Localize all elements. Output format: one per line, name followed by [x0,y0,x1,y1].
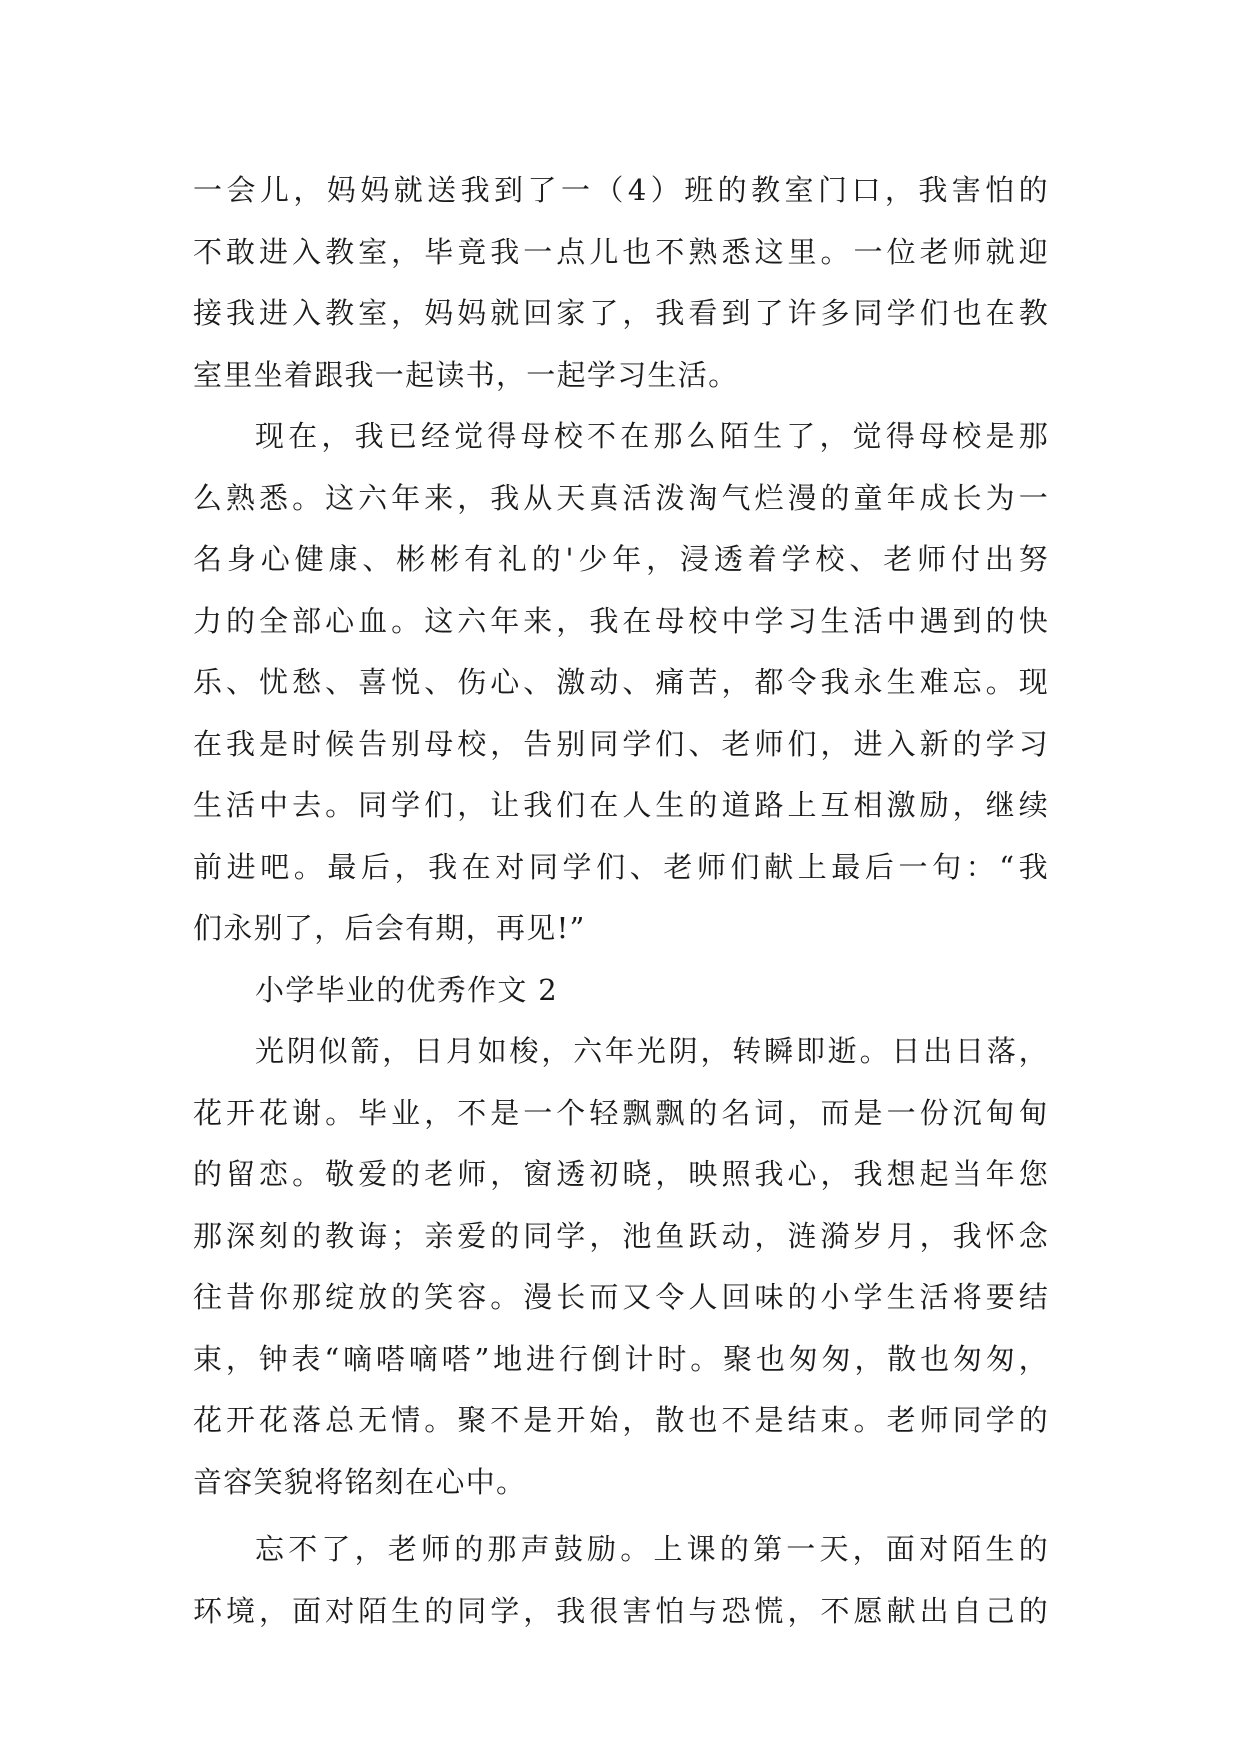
text-line: 光阴似箭，日月如梭，六年光阴，转瞬即逝。日出日落， [255,1034,1049,1068]
text-line: 往昔你那绽放的笑容。漫长而又令人回味的小学生活将要结 [193,1280,1049,1314]
text-line: 花开花谢。毕业，不是一个轻飘飘的名词，而是一份沉甸甸 [193,1095,1049,1130]
text-line: 接我进入教室，妈妈就回家了，我看到了许多同学们也在教 [193,296,1049,330]
text-line: 忘不了，老师的那声鼓励。上课的第一天，面对陌生的 [255,1532,1049,1566]
text-line: 么熟悉。这六年来，我从天真活泼淘气烂漫的童年成长为一 [193,480,1049,515]
text-line: 现在，我已经觉得母校不在那么陌生了，觉得母校是那 [255,419,1049,453]
text-line: 束，钟表“嘀嗒嘀嗒”地进行倒计时。聚也匆匆，散也匆匆， [193,1341,1049,1376]
text-line: 生活中去。同学们，让我们在人生的道路上互相激励，继续 [193,788,1049,822]
text-line: 的留恋。敬爱的老师，窗透初晓，映照我心，我想起当年您 [193,1157,1049,1191]
text-line: 音容笑貌将铭刻在心中。 [193,1464,527,1499]
text-line: 环境，面对陌生的同学，我很害怕与恐慌，不愿献出自己的 [193,1593,1049,1628]
text-line: 花开花落总无情。聚不是开始，散也不是结束。老师同学的 [193,1403,1049,1437]
text-line: 室里坐着跟我一起读书，一起学习生活。 [193,357,739,392]
text-line: 前进吧。最后，我在对同学们、老师们献上最后一句：“我 [193,849,1049,884]
essay-body [193,160,1049,1642]
section-title: 小学毕业的优秀作文 2 [255,972,558,1007]
text-line: 一会儿，妈妈就送我到了一（4）班的教室门口，我害怕的 [193,173,1049,207]
text-line: 乐、忧愁、喜悦、伤心、激动、痛苦，都令我永生难忘。现 [193,665,1049,699]
text-line: 名身心健康、彬彬有礼的'少年，浸透着学校、老师付出努 [193,542,1049,576]
text-line: 力的全部心血。这六年来，我在母校中学习生活中遇到的快 [193,603,1049,638]
text-line: 不敢进入教室，毕竟我一点儿也不熟悉这里。一位老师就迎 [193,234,1049,269]
text-line: 们永别了，后会有期，再见!” [193,911,586,945]
text-line: 那深刻的教诲；亲爱的同学，池鱼跃动，涟漪岁月，我怀念 [193,1218,1049,1253]
text-line: 在我是时候告别母校，告别同学们、老师们，进入新的学习 [193,726,1049,761]
